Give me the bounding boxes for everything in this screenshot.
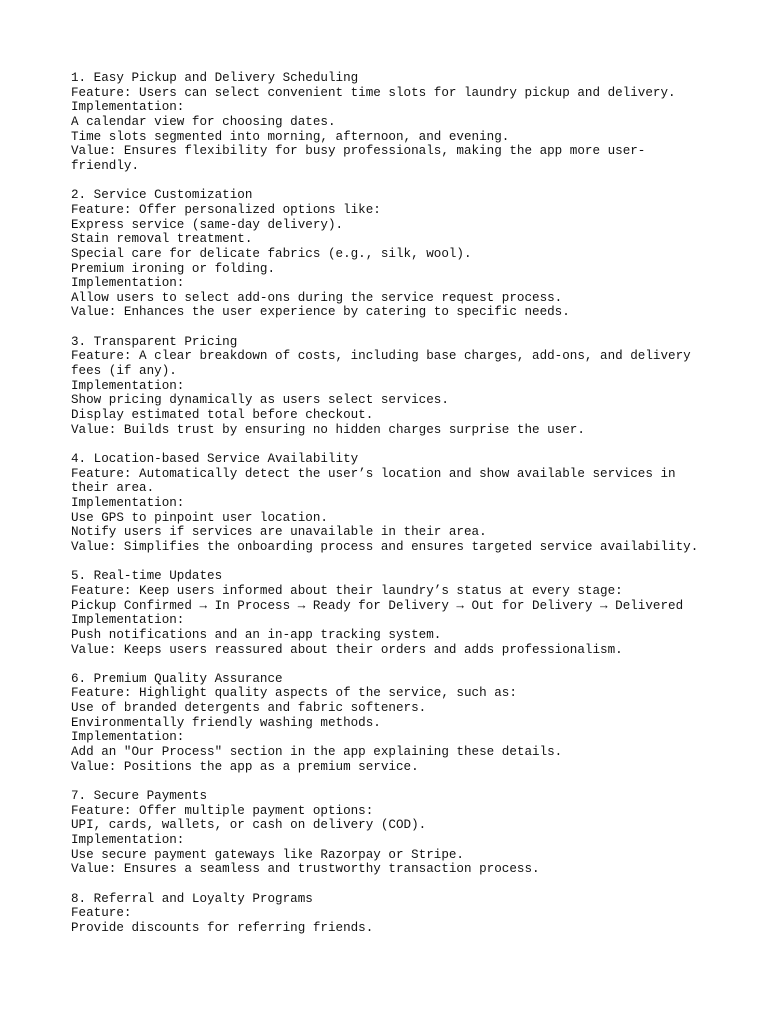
text-line: Feature: A clear breakdown of costs, including base charges, add-ons, and delivery bbox=[71, 349, 691, 364]
text-line: Notify users if services are unavailable in their area. bbox=[71, 525, 487, 540]
section-realtime-updates bbox=[71, 569, 711, 657]
text-line: Feature: Offer personalized options like: bbox=[71, 202, 381, 217]
text-line: Stain removal treatment. bbox=[71, 232, 253, 247]
text-line: Implementation: bbox=[71, 276, 185, 291]
text-line: their area. bbox=[71, 481, 155, 496]
section-heading: 4. Location-based Service Availability bbox=[71, 452, 359, 467]
section-transparent-pricing bbox=[71, 335, 711, 438]
text-line: Time slots segmented into morning, afternoon, and evening. bbox=[71, 129, 510, 144]
text-line: Pickup Confirmed → In Process → Ready for Delivery → Out for Delivery → Delivered bbox=[71, 598, 684, 613]
text-line: Value: Simplifies the onboarding process and ensures targeted service availability. bbox=[71, 539, 699, 554]
text-line: Provide discounts for referring friends. bbox=[71, 920, 374, 935]
text-line: Value: Positions the app as a premium service. bbox=[71, 759, 419, 774]
section-referral-loyalty bbox=[71, 892, 711, 936]
text-line: Feature: Automatically detect the user’s location and show available services in bbox=[71, 466, 676, 481]
text-line: Show pricing dynamically as users select services. bbox=[71, 393, 449, 408]
text-line: Feature: Users can select convenient time slots for laundry pickup and delivery. bbox=[71, 85, 676, 100]
section-heading: 3. Transparent Pricing bbox=[71, 334, 238, 349]
text-line: Feature: Highlight quality aspects of the service, such as: bbox=[71, 686, 517, 701]
section-heading: 8. Referral and Loyalty Programs bbox=[71, 891, 313, 906]
document-page bbox=[71, 71, 711, 950]
text-line: Implementation: bbox=[71, 495, 185, 510]
section-secure-payments bbox=[71, 789, 711, 877]
text-line: Feature: Keep users informed about their laundry’s status at every stage: bbox=[71, 583, 623, 598]
text-line: Display estimated total before checkout. bbox=[71, 408, 374, 423]
text-line: Add an "Our Process" section in the app explaining these details. bbox=[71, 745, 563, 760]
text-line: friendly. bbox=[71, 158, 140, 173]
text-line: Push notifications and an in-app tracking system. bbox=[71, 627, 442, 642]
section-heading: 2. Service Customization bbox=[71, 188, 253, 203]
text-line: A calendar view for choosing dates. bbox=[71, 114, 336, 129]
text-line: UPI, cards, wallets, or cash on delivery (COD). bbox=[71, 818, 427, 833]
section-location-availability bbox=[71, 452, 711, 555]
text-line: Express service (same-day delivery). bbox=[71, 217, 344, 232]
section-heading: 7. Secure Payments bbox=[71, 789, 208, 804]
text-line: Value: Builds trust by ensuring no hidden charges surprise the user. bbox=[71, 422, 585, 437]
text-line: Environmentally friendly washing methods. bbox=[71, 715, 381, 730]
text-line: Use secure payment gateways like Razorpay or Stripe. bbox=[71, 847, 464, 862]
section-quality-assurance bbox=[71, 672, 711, 775]
text-line: Implementation: bbox=[71, 833, 185, 848]
text-line: Implementation: bbox=[71, 613, 185, 628]
text-line: Value: Enhances the user experience by catering to specific needs. bbox=[71, 305, 570, 320]
text-line: Implementation: bbox=[71, 100, 185, 115]
text-line: Special care for delicate fabrics (e.g., silk, wool). bbox=[71, 246, 472, 261]
section-service-customization bbox=[71, 188, 711, 320]
section-easy-pickup bbox=[71, 71, 711, 174]
text-line: Value: Ensures flexibility for busy professionals, making the app more user- bbox=[71, 144, 646, 159]
text-line: Premium ironing or folding. bbox=[71, 261, 276, 276]
section-heading: 1. Easy Pickup and Delivery Scheduling bbox=[71, 71, 359, 85]
text-line: Implementation: bbox=[71, 378, 185, 393]
text-line: Feature: bbox=[71, 906, 132, 921]
text-line: Value: Ensures a seamless and trustworthy transaction process. bbox=[71, 862, 540, 877]
text-line: Value: Keeps users reassured about their orders and adds professionalism. bbox=[71, 642, 623, 657]
text-line: Implementation: bbox=[71, 730, 185, 745]
text-line: Feature: Offer multiple payment options: bbox=[71, 803, 374, 818]
text-line: Allow users to select add-ons during the service request process. bbox=[71, 290, 563, 305]
section-heading: 5. Real-time Updates bbox=[71, 569, 223, 584]
text-line: Use of branded detergents and fabric softeners. bbox=[71, 701, 427, 716]
section-heading: 6. Premium Quality Assurance bbox=[71, 671, 283, 686]
text-line: fees (if any). bbox=[71, 364, 177, 379]
text-line: Use GPS to pinpoint user location. bbox=[71, 510, 328, 525]
